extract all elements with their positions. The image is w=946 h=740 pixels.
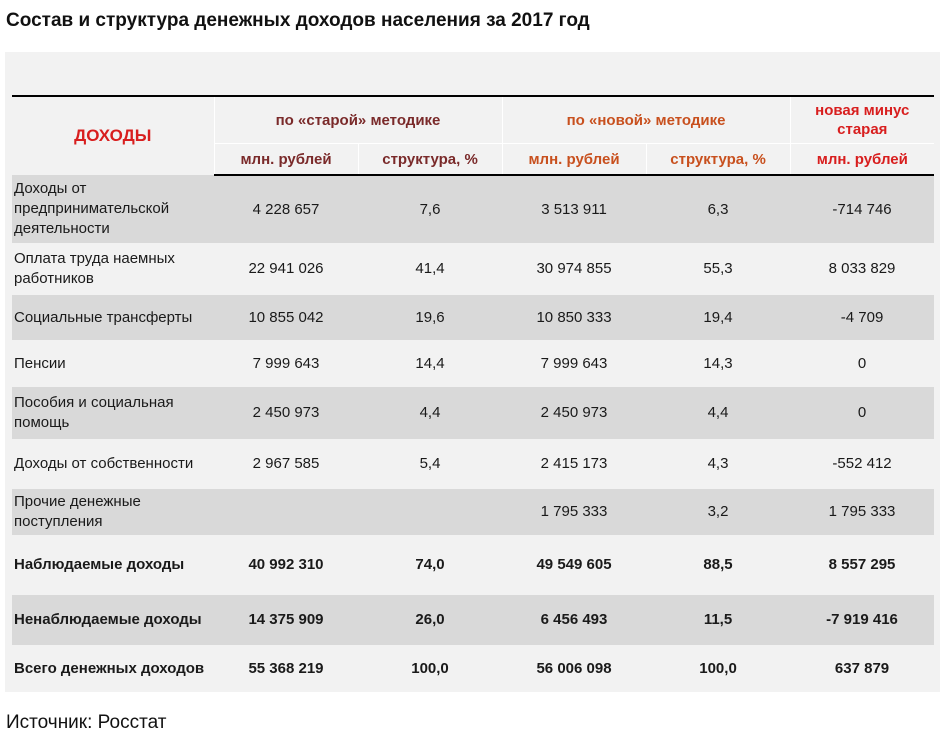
cell-new-mln: 6 456 493	[502, 595, 646, 645]
cell-new-pct: 100,0	[646, 645, 790, 692]
table-row	[12, 340, 934, 387]
row-label: Пенсии	[12, 340, 214, 387]
cell-diff: 8 557 295	[790, 535, 934, 595]
cell-old-mln: 10 855 042	[214, 295, 358, 340]
subheader-new-struct: структура, %	[646, 144, 790, 176]
cell-new-mln: 3 513 911	[502, 175, 646, 243]
cell-new-pct: 11,5	[646, 595, 790, 645]
row-label: Доходы от предпринимательской деятельности	[12, 175, 214, 243]
page-title: Состав и структура денежных доходов населения за 2017 год	[6, 10, 590, 31]
cell-old-pct: 74,0	[358, 535, 502, 595]
source-note: Источник: Росстат	[6, 712, 167, 733]
cell-diff: 0	[790, 387, 934, 439]
cell-old-mln	[214, 489, 358, 535]
cell-old-pct: 7,6	[358, 175, 502, 243]
table-row	[12, 489, 934, 535]
row-header-label: ДОХОДЫ	[12, 96, 214, 175]
subheader-diff-mln: млн. рублей	[790, 144, 934, 176]
subheader-new-mln: млн. рублей	[502, 144, 646, 176]
table-row	[12, 295, 934, 340]
cell-diff: -7 919 416	[790, 595, 934, 645]
cell-old-pct: 14,4	[358, 340, 502, 387]
cell-new-mln: 1 795 333	[502, 489, 646, 535]
cell-new-pct: 88,5	[646, 535, 790, 595]
row-label: Прочие денежные поступления	[12, 489, 214, 535]
subheader-old-mln: млн. рублей	[214, 144, 358, 176]
cell-diff: 637 879	[790, 645, 934, 692]
table-row	[12, 387, 934, 439]
cell-new-mln: 7 999 643	[502, 340, 646, 387]
income-table	[12, 95, 934, 692]
row-label: Всего денежных доходов	[12, 645, 214, 692]
cell-new-pct: 4,3	[646, 439, 790, 489]
table-row	[12, 175, 934, 243]
row-label: Пособия и социальная помощь	[12, 387, 214, 439]
subheader-old-struct: структура, %	[358, 144, 502, 176]
cell-diff: 1 795 333	[790, 489, 934, 535]
cell-old-mln: 4 228 657	[214, 175, 358, 243]
row-label: Наблюдаемые доходы	[12, 535, 214, 595]
cell-new-pct: 4,4	[646, 387, 790, 439]
cell-old-mln: 40 992 310	[214, 535, 358, 595]
group-header-new: по «новой» методике	[502, 96, 790, 144]
cell-old-mln: 2 450 973	[214, 387, 358, 439]
cell-new-mln: 30 974 855	[502, 243, 646, 295]
group-header-old: по «старой» методике	[214, 96, 502, 144]
cell-old-pct	[358, 489, 502, 535]
cell-old-mln: 55 368 219	[214, 645, 358, 692]
table-row	[12, 535, 934, 595]
group-header-diff: новая минус старая	[790, 96, 934, 144]
row-label: Оплата труда наемных работников	[12, 243, 214, 295]
cell-old-pct: 4,4	[358, 387, 502, 439]
cell-diff: -714 746	[790, 175, 934, 243]
cell-diff: -552 412	[790, 439, 934, 489]
cell-new-pct: 6,3	[646, 175, 790, 243]
table-row	[12, 595, 934, 645]
cell-new-mln: 56 006 098	[502, 645, 646, 692]
cell-old-mln: 2 967 585	[214, 439, 358, 489]
cell-old-pct: 19,6	[358, 295, 502, 340]
cell-diff: -4 709	[790, 295, 934, 340]
table-row	[12, 243, 934, 295]
row-label: Ненаблюдаемые доходы	[12, 595, 214, 645]
row-label: Доходы от собственности	[12, 439, 214, 489]
cell-new-mln: 49 549 605	[502, 535, 646, 595]
cell-diff: 8 033 829	[790, 243, 934, 295]
cell-old-mln: 7 999 643	[214, 340, 358, 387]
cell-old-mln: 14 375 909	[214, 595, 358, 645]
cell-new-mln: 2 415 173	[502, 439, 646, 489]
table-row	[12, 645, 934, 692]
cell-old-pct: 100,0	[358, 645, 502, 692]
cell-old-mln: 22 941 026	[214, 243, 358, 295]
cell-old-pct: 26,0	[358, 595, 502, 645]
cell-new-mln: 10 850 333	[502, 295, 646, 340]
row-label: Социальные трансферты	[12, 295, 214, 340]
cell-new-pct: 3,2	[646, 489, 790, 535]
cell-old-pct: 41,4	[358, 243, 502, 295]
table-row	[12, 439, 934, 489]
cell-new-pct: 14,3	[646, 340, 790, 387]
cell-new-pct: 19,4	[646, 295, 790, 340]
cell-new-mln: 2 450 973	[502, 387, 646, 439]
cell-old-pct: 5,4	[358, 439, 502, 489]
cell-diff: 0	[790, 340, 934, 387]
cell-new-pct: 55,3	[646, 243, 790, 295]
